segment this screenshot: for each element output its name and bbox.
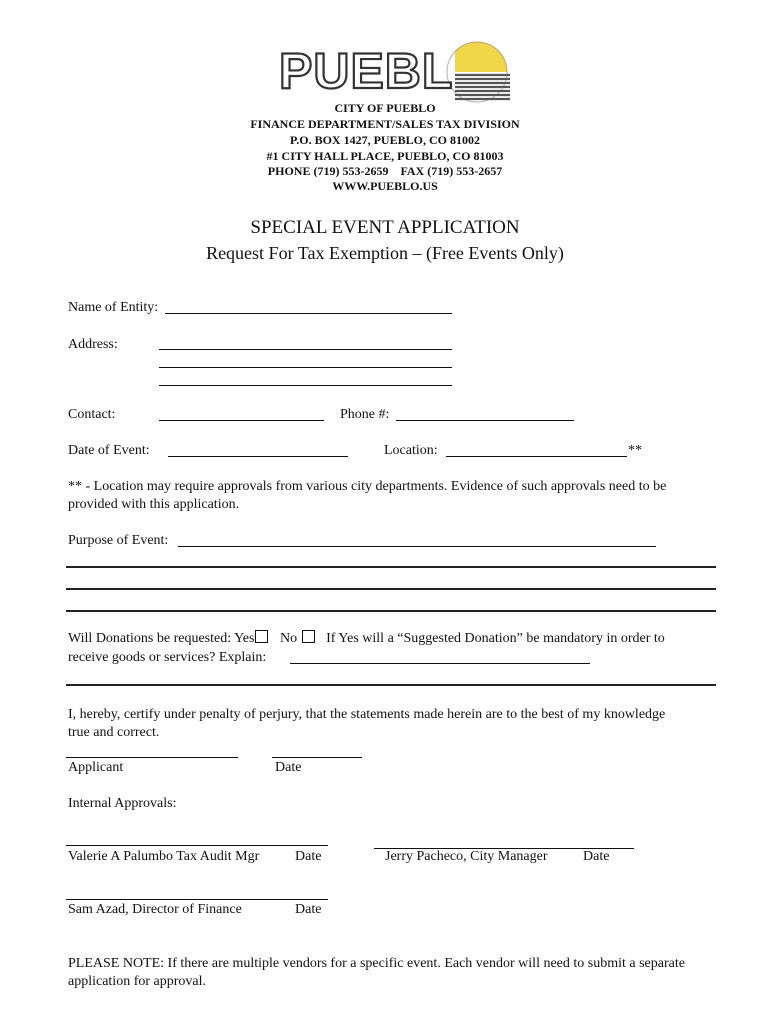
approver3-label: Sam Azad, Director of Finance bbox=[68, 902, 242, 917]
explain-label: receive goods or services? Explain: bbox=[68, 650, 267, 665]
applicant-date-label: Date bbox=[275, 760, 302, 775]
logo-wordmark: PUEBL bbox=[279, 43, 454, 99]
header-line-6: WWW.PUEBLO.US bbox=[332, 179, 438, 193]
phone-label: Phone #: bbox=[340, 407, 390, 422]
location-note: ** - Location may require approvals from various city departments. Evidence of such approvals need to be provided with this application. bbox=[68, 479, 667, 512]
contact-label: Contact: bbox=[68, 407, 116, 422]
location-label: Location: bbox=[384, 443, 438, 458]
approver3-date-label: Date bbox=[295, 902, 322, 917]
no-label: No bbox=[279, 631, 298, 646]
location-asterisks: ** bbox=[628, 443, 642, 458]
approver2-label: Jerry Pacheco, City Manager bbox=[385, 849, 548, 864]
yes-checkbox[interactable] bbox=[255, 630, 268, 643]
applicant-date-field[interactable] bbox=[272, 757, 362, 758]
approver1-signature-field[interactable] bbox=[66, 845, 328, 846]
explain-field[interactable] bbox=[290, 663, 590, 664]
no-checkbox[interactable] bbox=[302, 630, 315, 643]
please-note: PLEASE NOTE: If there are multiple vendors for a specific event. Each vendor will need to submit a separate application for approval. bbox=[68, 956, 685, 989]
purpose-label: Purpose of Event: bbox=[68, 533, 169, 548]
phone-field[interactable] bbox=[396, 420, 574, 421]
date-of-event-label: Date of Event: bbox=[68, 443, 150, 458]
purpose-line-2[interactable] bbox=[66, 566, 716, 568]
approver1-label: Valerie A Palumbo Tax Audit Mgr bbox=[68, 849, 260, 864]
donation-question-text: Will Donations be requested: Yes bbox=[68, 631, 255, 646]
pueblo-logo bbox=[275, 30, 510, 110]
location-field[interactable] bbox=[446, 456, 627, 457]
address-label: Address: bbox=[68, 337, 118, 352]
address-field-3[interactable] bbox=[159, 385, 452, 386]
sun-logo-icon bbox=[275, 30, 510, 110]
header-line-2: FINANCE DEPARTMENT/SALES TAX DIVISION bbox=[250, 117, 520, 131]
header-line-5: PHONE (719) 553-2659 FAX (719) 553-2657 bbox=[267, 164, 503, 178]
page-title: SPECIAL EVENT APPLICATION bbox=[250, 217, 520, 238]
name-of-entity-label: Name of Entity: bbox=[68, 300, 159, 315]
internal-approvals-heading: Internal Approvals: bbox=[68, 796, 177, 811]
header-line-4: #1 CITY HALL PLACE, PUEBLO, CO 81003 bbox=[266, 149, 504, 163]
donation-question-cont: If Yes will a “Suggested Donation” be mandatory in order to bbox=[326, 631, 665, 646]
section-divider bbox=[66, 684, 716, 686]
approver2-date-label: Date bbox=[583, 849, 610, 864]
certification-text: I, hereby, certify under penalty of perjury, that the statements made herein are to the best of my knowledge true and correct. bbox=[68, 707, 666, 740]
purpose-line-4[interactable] bbox=[66, 610, 716, 612]
contact-field[interactable] bbox=[159, 420, 324, 421]
applicant-label: Applicant bbox=[68, 760, 124, 775]
approver1-date-label: Date bbox=[295, 849, 322, 864]
name-of-entity-field[interactable] bbox=[165, 313, 452, 314]
purpose-line-3[interactable] bbox=[66, 588, 716, 590]
date-of-event-field[interactable] bbox=[168, 456, 348, 457]
applicant-signature-field[interactable] bbox=[66, 757, 238, 758]
page-subtitle: Request For Tax Exemption – (Free Events Only) bbox=[206, 243, 564, 263]
address-field-2[interactable] bbox=[159, 367, 452, 368]
approver3-signature-field[interactable] bbox=[66, 899, 328, 900]
header-line-3: P.O. BOX 1427, PUEBLO, CO 81002 bbox=[290, 133, 480, 147]
address-field-1[interactable] bbox=[159, 349, 452, 350]
donation-question bbox=[68, 630, 665, 648]
header-line-1: CITY OF PUEBLO bbox=[334, 101, 436, 115]
purpose-field[interactable] bbox=[178, 546, 656, 547]
